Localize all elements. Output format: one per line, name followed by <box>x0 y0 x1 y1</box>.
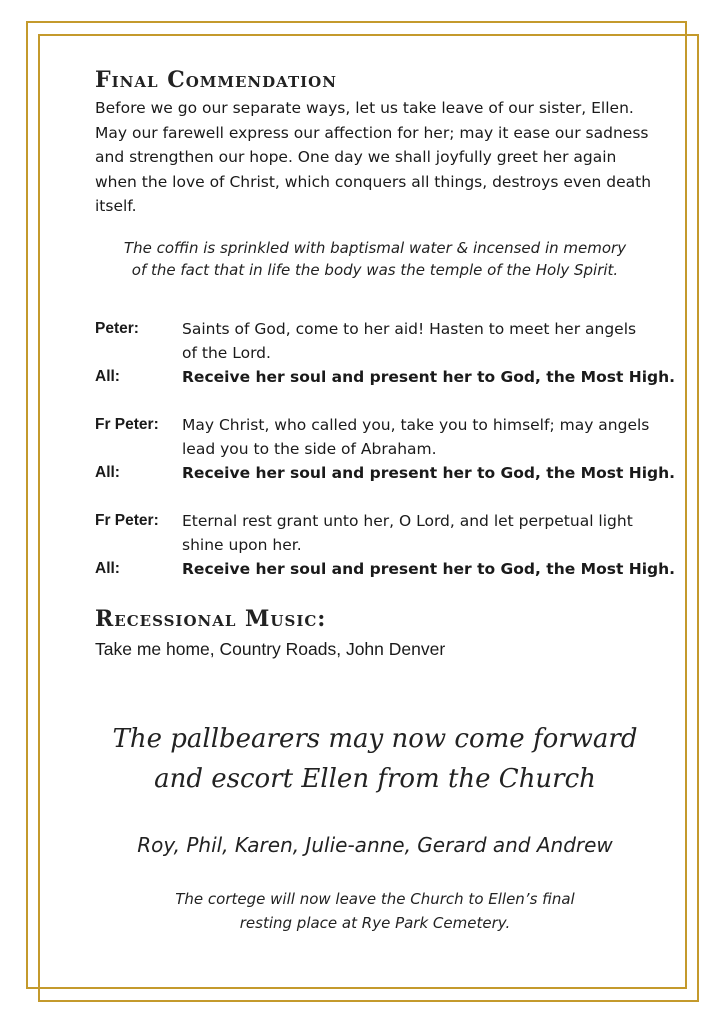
dialogue-exchange <box>95 413 676 485</box>
response-text: Receive her soul and present her to God, the Most High. <box>182 367 676 386</box>
response-line <box>95 365 676 389</box>
pallbearers-invitation <box>95 719 655 799</box>
response-line <box>95 557 676 581</box>
recessional-heading: Recessional Music: <box>95 605 327 632</box>
dialogue <box>95 317 676 581</box>
dialogue-exchange <box>95 317 676 389</box>
speaker-text: Eternal rest grant unto her, O Lord, and let perpetual light shine upon her. <box>182 511 633 554</box>
dialogue-line <box>95 317 655 365</box>
speaker-label: Fr Peter: <box>95 511 159 529</box>
response-speaker-label: All: <box>95 367 120 385</box>
final-commendation-heading: Final Commendation <box>95 67 337 93</box>
speaker-text: Saints of God, come to her aid! Hasten to meet her angels of the Lord. <box>182 319 637 362</box>
cortege-line: The cortege will now leave the Church to Ellen’s final <box>175 889 575 908</box>
rubric-line: The coffin is sprinkled with baptismal water & incensed in memory <box>123 238 627 257</box>
invitation-line: and escort Ellen from the Church <box>154 763 596 794</box>
response-line <box>95 461 676 485</box>
speaker-label: Peter: <box>95 319 139 337</box>
speaker-label: Fr Peter: <box>95 415 159 433</box>
page-content <box>95 66 676 935</box>
response-speaker-label: All: <box>95 559 120 577</box>
response-text: Receive her soul and present her to God, the Most High. <box>182 463 676 482</box>
dialogue-line <box>95 509 655 557</box>
recessional-section <box>95 605 655 661</box>
cortege-line: resting place at Rye Park Cemetery. <box>239 913 511 932</box>
speaker-text: May Christ, who called you, take you to himself; may angels lead you to the side of Abraham. <box>182 415 650 458</box>
cortege-notice <box>95 887 655 935</box>
recessional-song: Take me home, Country Roads, John Denver <box>95 638 446 659</box>
invitation-line: The pallbearers may now come forward <box>112 723 638 754</box>
dialogue-exchange <box>95 509 676 581</box>
response-speaker-label: All: <box>95 463 120 481</box>
dialogue-line <box>95 413 655 461</box>
commendation-intro: Before we go our separate ways, let us take leave of our sister, Ellen. May our farewell express our affection for her; may it ease our sadness and strengthen our hope. One day we shall joyfully greet her again when the love of Christ, which conquers all things, destroys even death itself. <box>95 99 652 215</box>
rubric-line: of the fact that in life the body was the temple of the Holy Spirit. <box>131 260 619 279</box>
response-text: Receive her soul and present her to God, the Most High. <box>182 559 676 578</box>
pallbearer-names: Roy, Phil, Karen, Julie-anne, Gerard and Andrew <box>137 832 613 857</box>
rubric <box>95 237 655 281</box>
